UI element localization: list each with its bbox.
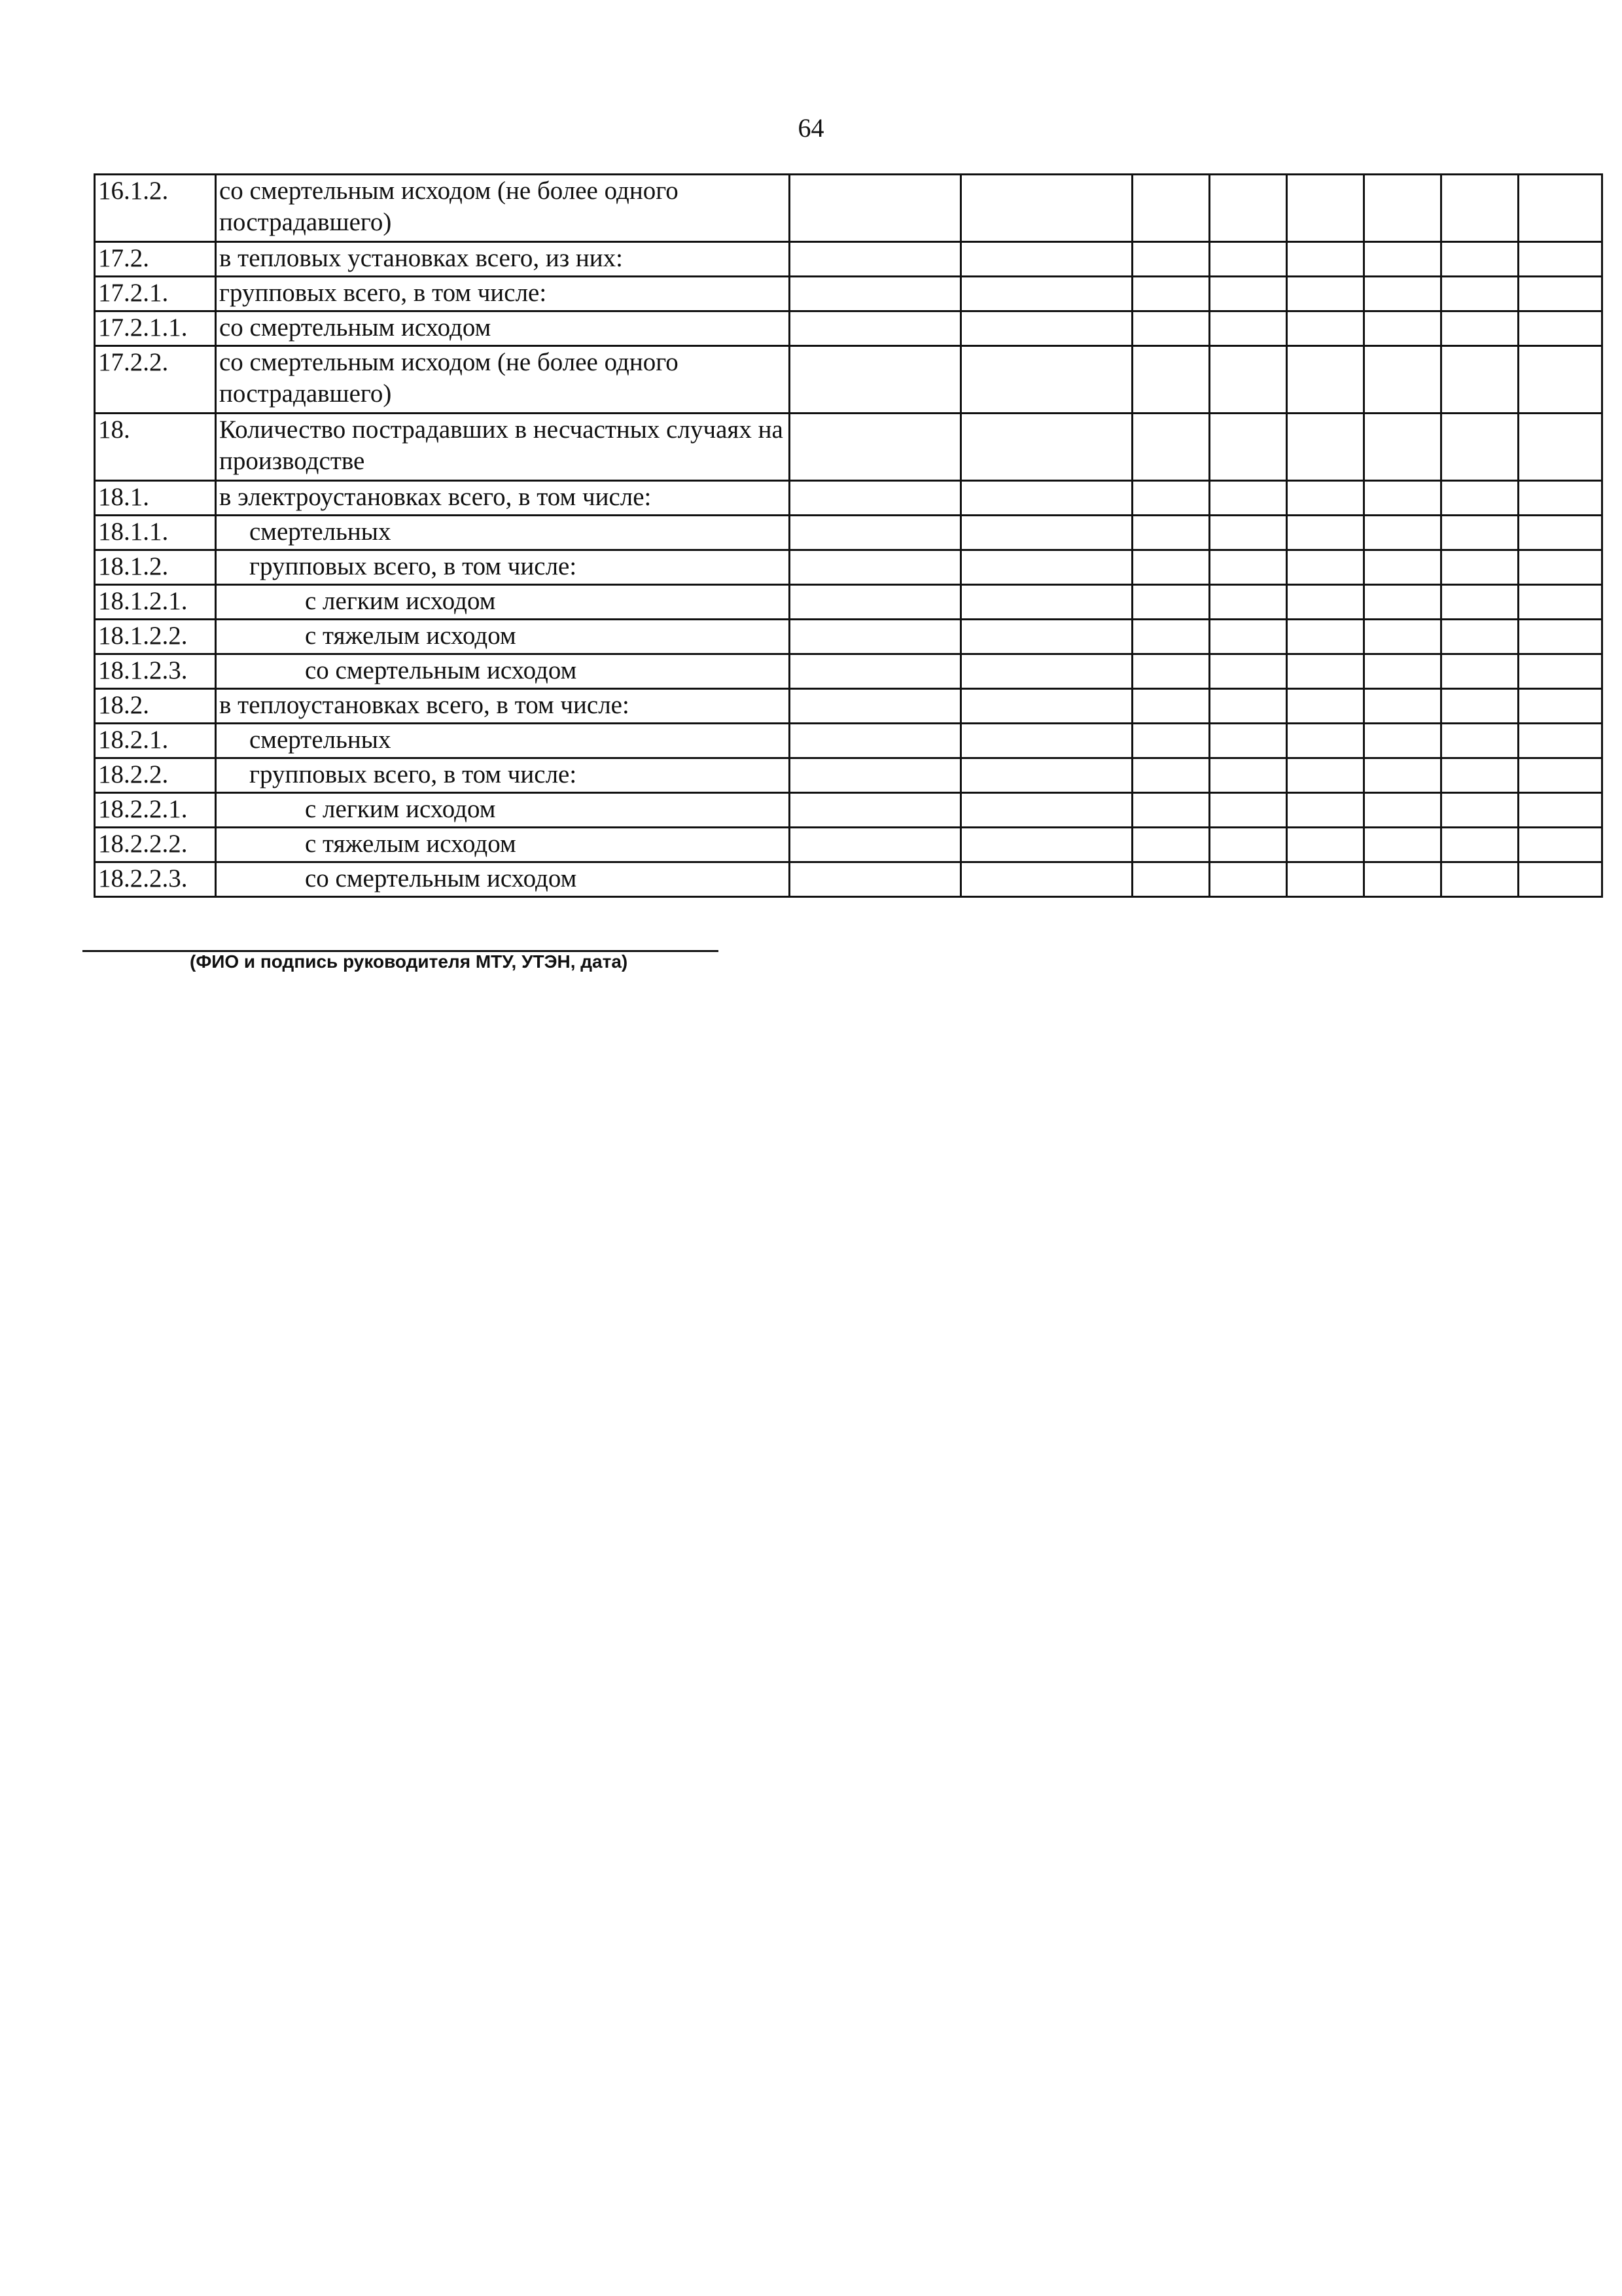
- value-cell: [1287, 793, 1364, 828]
- row-number-cell: 18.2.2.2.: [95, 828, 216, 862]
- value-cell: [961, 175, 1133, 242]
- row-description-cell: со смертельным исходом (не более одного пострадавшего): [216, 175, 790, 242]
- value-cell: [1441, 242, 1519, 277]
- value-cell: [1441, 414, 1519, 481]
- value-cell: [1441, 828, 1519, 862]
- table-row: [95, 516, 1602, 550]
- row-number-cell: 17.2.: [95, 242, 216, 277]
- value-cell: [1287, 828, 1364, 862]
- row-description-cell: со смертельным исходом: [216, 862, 790, 897]
- value-cell: [1364, 862, 1441, 897]
- value-cell: [1441, 620, 1519, 654]
- value-cell: [1519, 828, 1602, 862]
- value-cell: [1519, 793, 1602, 828]
- value-cell: [1519, 585, 1602, 620]
- value-cell: [1519, 242, 1602, 277]
- value-cell: [961, 828, 1133, 862]
- value-cell: [1519, 481, 1602, 516]
- value-cell: [1133, 828, 1210, 862]
- value-cell: [1133, 242, 1210, 277]
- value-cell: [1519, 862, 1602, 897]
- row-description-cell: в тепловых установках всего, из них:: [216, 242, 790, 277]
- value-cell: [1133, 346, 1210, 414]
- value-cell: [1287, 862, 1364, 897]
- value-cell: [1210, 311, 1287, 346]
- value-cell: [961, 414, 1133, 481]
- value-cell: [1364, 654, 1441, 689]
- value-cell: [1133, 758, 1210, 793]
- value-cell: [1441, 550, 1519, 585]
- row-description-cell: в электроустановках всего, в том числе:: [216, 481, 790, 516]
- value-cell: [961, 689, 1133, 724]
- row-number-cell: 18.2.2.1.: [95, 793, 216, 828]
- value-cell: [1210, 550, 1287, 585]
- value-cell: [1364, 277, 1441, 311]
- value-cell: [1287, 654, 1364, 689]
- row-description-cell: с легким исходом: [216, 585, 790, 620]
- value-cell: [1519, 175, 1602, 242]
- report-table: [94, 173, 1603, 898]
- value-cell: [1364, 346, 1441, 414]
- value-cell: [961, 346, 1133, 414]
- value-cell: [1287, 242, 1364, 277]
- value-cell: [1287, 550, 1364, 585]
- value-cell: [1364, 242, 1441, 277]
- value-cell: [961, 481, 1133, 516]
- value-cell: [1133, 793, 1210, 828]
- value-cell: [1364, 550, 1441, 585]
- value-cell: [1287, 346, 1364, 414]
- value-cell: [790, 654, 961, 689]
- value-cell: [961, 758, 1133, 793]
- value-cell: [961, 311, 1133, 346]
- value-cell: [1364, 620, 1441, 654]
- value-cell: [1364, 689, 1441, 724]
- value-cell: [790, 758, 961, 793]
- value-cell: [1441, 516, 1519, 550]
- value-cell: [1441, 311, 1519, 346]
- table-row: [95, 758, 1602, 793]
- value-cell: [1210, 414, 1287, 481]
- row-description-cell: со смертельным исходом: [216, 311, 790, 346]
- table-row: [95, 175, 1602, 242]
- value-cell: [1519, 758, 1602, 793]
- value-cell: [1210, 346, 1287, 414]
- signature-label: (ФИО и подпись руководителя МТУ, УТЭН, дата): [190, 951, 628, 972]
- value-cell: [1133, 414, 1210, 481]
- value-cell: [961, 585, 1133, 620]
- value-cell: [961, 516, 1133, 550]
- value-cell: [790, 242, 961, 277]
- value-cell: [790, 585, 961, 620]
- value-cell: [1519, 346, 1602, 414]
- row-description-cell: с тяжелым исходом: [216, 828, 790, 862]
- value-cell: [1133, 516, 1210, 550]
- row-number-cell: 18.2.2.3.: [95, 862, 216, 897]
- value-cell: [1364, 175, 1441, 242]
- row-number-cell: 18.2.: [95, 689, 216, 724]
- value-cell: [1441, 277, 1519, 311]
- value-cell: [790, 311, 961, 346]
- row-number-cell: 18.1.2.3.: [95, 654, 216, 689]
- value-cell: [1441, 654, 1519, 689]
- value-cell: [790, 689, 961, 724]
- value-cell: [1210, 828, 1287, 862]
- value-cell: [1441, 585, 1519, 620]
- value-cell: [1519, 620, 1602, 654]
- value-cell: [1133, 862, 1210, 897]
- table-row: [95, 242, 1602, 277]
- value-cell: [790, 793, 961, 828]
- value-cell: [1210, 689, 1287, 724]
- value-cell: [1287, 620, 1364, 654]
- value-cell: [1364, 481, 1441, 516]
- table-row: [95, 311, 1602, 346]
- value-cell: [1519, 277, 1602, 311]
- value-cell: [790, 862, 961, 897]
- row-number-cell: 18.1.2.2.: [95, 620, 216, 654]
- row-description-cell: смертельных: [216, 516, 790, 550]
- value-cell: [1364, 758, 1441, 793]
- table-row: [95, 414, 1602, 481]
- value-cell: [1519, 414, 1602, 481]
- value-cell: [1210, 724, 1287, 758]
- row-number-cell: 16.1.2.: [95, 175, 216, 242]
- value-cell: [961, 793, 1133, 828]
- value-cell: [1210, 793, 1287, 828]
- value-cell: [1364, 516, 1441, 550]
- value-cell: [1133, 311, 1210, 346]
- table-row: [95, 585, 1602, 620]
- value-cell: [790, 550, 961, 585]
- value-cell: [790, 724, 961, 758]
- value-cell: [1441, 724, 1519, 758]
- table-row: [95, 689, 1602, 724]
- value-cell: [1519, 724, 1602, 758]
- value-cell: [790, 481, 961, 516]
- value-cell: [1519, 516, 1602, 550]
- value-cell: [1519, 689, 1602, 724]
- row-description-cell: с тяжелым исходом: [216, 620, 790, 654]
- value-cell: [1364, 724, 1441, 758]
- row-description-cell: групповых всего, в том числе:: [216, 550, 790, 585]
- row-number-cell: 18.: [95, 414, 216, 481]
- value-cell: [790, 828, 961, 862]
- row-description-cell: с легким исходом: [216, 793, 790, 828]
- value-cell: [1441, 689, 1519, 724]
- row-description-cell: Количество пострадавших в несчастных случаях на производстве: [216, 414, 790, 481]
- value-cell: [1364, 793, 1441, 828]
- value-cell: [1133, 481, 1210, 516]
- value-cell: [1519, 311, 1602, 346]
- value-cell: [1210, 654, 1287, 689]
- value-cell: [1441, 793, 1519, 828]
- value-cell: [790, 414, 961, 481]
- value-cell: [1210, 516, 1287, 550]
- value-cell: [1287, 758, 1364, 793]
- value-cell: [1210, 175, 1287, 242]
- row-description-cell: со смертельным исходом (не более одного пострадавшего): [216, 346, 790, 414]
- row-number-cell: 17.2.1.1.: [95, 311, 216, 346]
- value-cell: [790, 175, 961, 242]
- value-cell: [1133, 550, 1210, 585]
- value-cell: [1210, 758, 1287, 793]
- value-cell: [961, 620, 1133, 654]
- value-cell: [1287, 689, 1364, 724]
- value-cell: [1133, 175, 1210, 242]
- row-description-cell: в теплоустановках всего, в том числе:: [216, 689, 790, 724]
- value-cell: [1287, 585, 1364, 620]
- row-description-cell: смертельных: [216, 724, 790, 758]
- table-row: [95, 724, 1602, 758]
- value-cell: [961, 550, 1133, 585]
- value-cell: [1133, 654, 1210, 689]
- value-cell: [1287, 481, 1364, 516]
- value-cell: [1210, 585, 1287, 620]
- value-cell: [1133, 620, 1210, 654]
- value-cell: [1364, 585, 1441, 620]
- value-cell: [1519, 550, 1602, 585]
- table-row: [95, 793, 1602, 828]
- row-number-cell: 17.2.2.: [95, 346, 216, 414]
- value-cell: [1519, 654, 1602, 689]
- table-row: [95, 481, 1602, 516]
- row-number-cell: 18.2.1.: [95, 724, 216, 758]
- value-cell: [790, 620, 961, 654]
- value-cell: [1210, 862, 1287, 897]
- value-cell: [1287, 724, 1364, 758]
- row-number-cell: 17.2.1.: [95, 277, 216, 311]
- value-cell: [961, 242, 1133, 277]
- value-cell: [1364, 311, 1441, 346]
- row-description-cell: групповых всего, в том числе:: [216, 758, 790, 793]
- row-number-cell: 18.1.2.1.: [95, 585, 216, 620]
- value-cell: [1441, 346, 1519, 414]
- table-row: [95, 346, 1602, 414]
- value-cell: [1364, 414, 1441, 481]
- value-cell: [1287, 175, 1364, 242]
- table-row: [95, 654, 1602, 689]
- value-cell: [961, 277, 1133, 311]
- value-cell: [1210, 481, 1287, 516]
- value-cell: [1133, 724, 1210, 758]
- row-description-cell: со смертельным исходом: [216, 654, 790, 689]
- table-row: [95, 277, 1602, 311]
- value-cell: [1133, 689, 1210, 724]
- value-cell: [961, 724, 1133, 758]
- value-cell: [790, 516, 961, 550]
- row-number-cell: 18.1.1.: [95, 516, 216, 550]
- value-cell: [1210, 277, 1287, 311]
- value-cell: [1133, 585, 1210, 620]
- value-cell: [790, 346, 961, 414]
- value-cell: [1287, 414, 1364, 481]
- value-cell: [1441, 862, 1519, 897]
- row-description-cell: групповых всего, в том числе:: [216, 277, 790, 311]
- value-cell: [790, 277, 961, 311]
- value-cell: [1441, 758, 1519, 793]
- value-cell: [1210, 242, 1287, 277]
- value-cell: [1287, 516, 1364, 550]
- table-row: [95, 620, 1602, 654]
- row-number-cell: 18.2.2.: [95, 758, 216, 793]
- value-cell: [1210, 620, 1287, 654]
- value-cell: [1133, 277, 1210, 311]
- row-number-cell: 18.1.2.: [95, 550, 216, 585]
- report-table-body: [95, 175, 1602, 897]
- value-cell: [1441, 481, 1519, 516]
- row-number-cell: 18.1.: [95, 481, 216, 516]
- table-row: [95, 550, 1602, 585]
- value-cell: [1441, 175, 1519, 242]
- value-cell: [961, 654, 1133, 689]
- value-cell: [1287, 311, 1364, 346]
- value-cell: [1287, 277, 1364, 311]
- value-cell: [961, 862, 1133, 897]
- page-number: 64: [798, 113, 824, 143]
- table-row: [95, 828, 1602, 862]
- value-cell: [1364, 828, 1441, 862]
- table-row: [95, 862, 1602, 897]
